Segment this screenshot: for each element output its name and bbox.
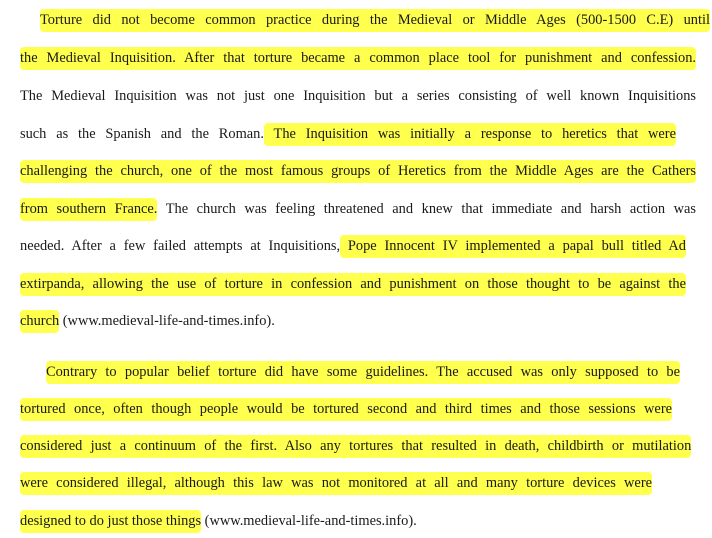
highlighted-text: church (20, 310, 59, 333)
plain-text: (www.medieval-life-and-times.info). (59, 313, 275, 329)
text-line (20, 471, 652, 495)
text-line (20, 122, 676, 146)
highlighted-text: were considered illegal, although this law was not monitored at all and many torture devices were (20, 472, 652, 495)
highlighted-text: considered just a continuum of the first. Also any tortures that resulted in death, childbirth or mutilation (20, 435, 691, 458)
text-line (20, 84, 696, 108)
highlighted-text: Contrary to popular belief torture did have some guidelines. The accused was only supposed to be (46, 361, 680, 384)
paragraph-first-line (46, 360, 680, 384)
text-line (20, 234, 686, 258)
text-line (20, 397, 672, 421)
highlighted-text: The Inquisition was initially a response to heretics that were (264, 123, 676, 146)
plain-text: (www.medieval-life-and-times.info). (201, 513, 417, 529)
highlighted-text: challenging the church, one of the most famous groups of Heretics from the Middle Ages are the Cathers (20, 160, 696, 183)
text-line (20, 509, 417, 533)
highlighted-text: extirpanda, allowing the use of torture in confession and punishment on those thought to be against the (20, 273, 686, 296)
paragraph-first-line (40, 8, 710, 32)
plain-text: such as the Spanish and the Roman. (20, 126, 264, 142)
plain-text: needed. After a few failed attempts at Inquisitions, (20, 238, 341, 254)
text-line (20, 197, 696, 221)
text-line (20, 309, 275, 333)
highlighted-text: tortured once, often though people would be tortured second and third times and those sessions were (20, 398, 672, 421)
plain-text: The Medieval Inquisition was not just one Inquisition but a series consisting of well known Inquisitions (20, 88, 696, 104)
text-line (20, 159, 696, 183)
highlighted-text: from southern France. (20, 198, 157, 221)
highlighted-text: the Medieval Inquisition. After that torture became a common place tool for punishment and confession. (20, 47, 696, 70)
plain-text: The church was feeling threatened and knew that immediate and harsh action was (157, 201, 696, 217)
text-line (20, 46, 696, 70)
highlighted-text: Torture did not become common practice during the Medieval or Middle Ages (500-1500 C.E) until (40, 9, 710, 32)
highlighted-text: designed to do just those things (20, 510, 201, 533)
highlighted-text: Pope Innocent IV implemented a papal bull titled Ad (340, 235, 686, 258)
text-line (20, 434, 691, 458)
text-line (20, 272, 686, 296)
